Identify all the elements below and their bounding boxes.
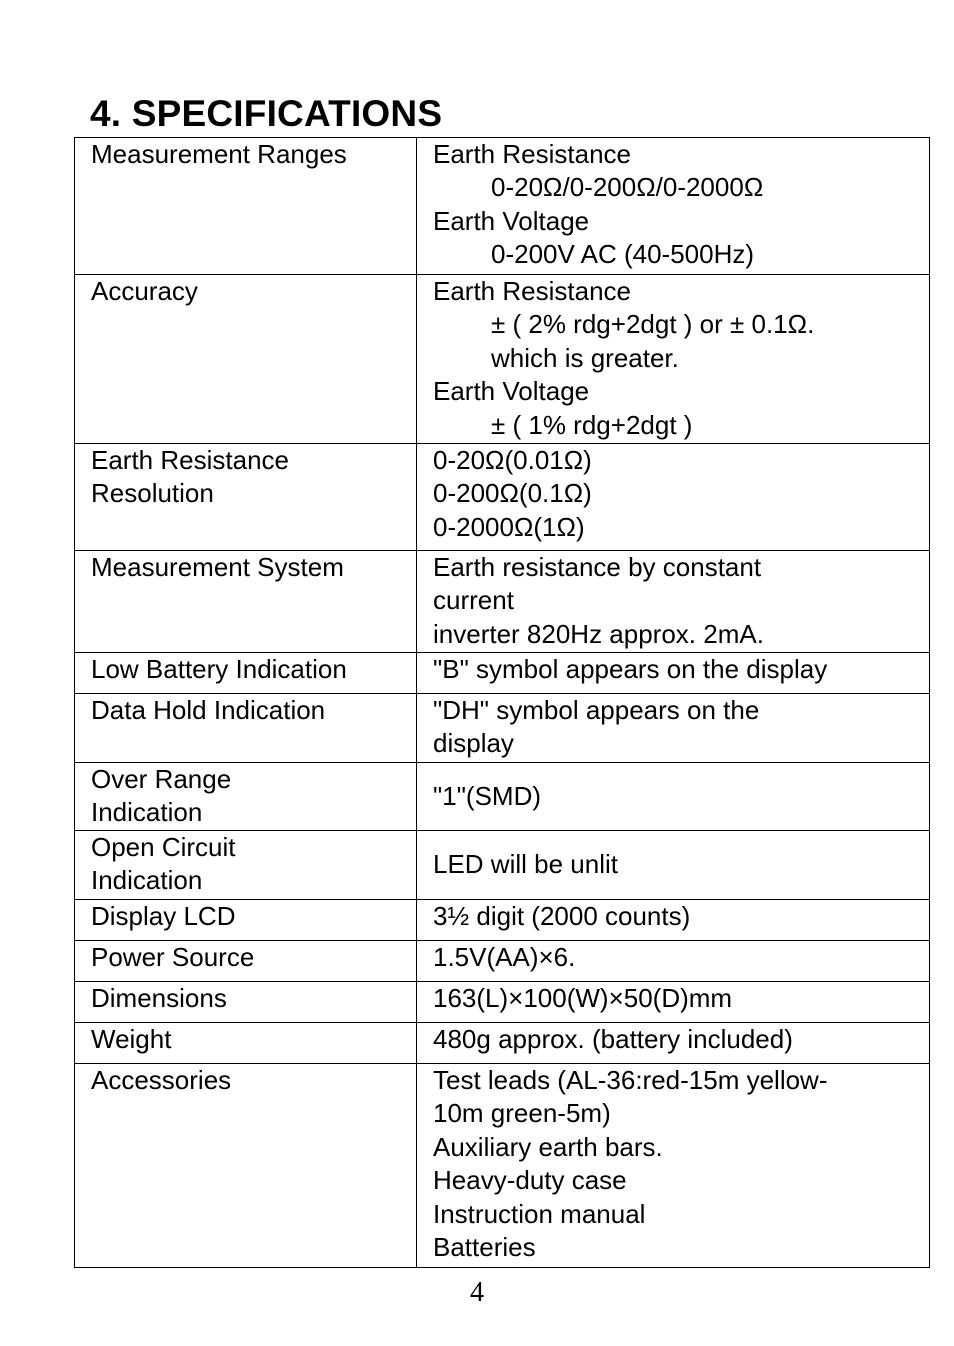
spec-label-text: Measurement Ranges [91, 139, 347, 169]
spec-value-cell [417, 941, 930, 982]
spec-row [75, 275, 930, 444]
spec-value-text: ± ( 1% rdg+2dgt ) [491, 409, 693, 440]
spec-value-cell [417, 275, 930, 444]
spec-row [75, 982, 930, 1023]
spec-value-cell [417, 982, 930, 1023]
spec-label-text: Resolution [91, 478, 214, 509]
spec-row [75, 831, 930, 900]
spec-value-cell [417, 138, 930, 275]
spec-row [75, 551, 930, 653]
spec-value-text: which is greater. [491, 342, 679, 373]
spec-label-text: Weight [91, 1024, 172, 1054]
spec-row [75, 941, 930, 982]
spec-label-text: Accuracy [91, 276, 198, 306]
spec-row [75, 1023, 930, 1064]
spec-value-cell [417, 1064, 930, 1268]
spec-label-text: Indication [91, 865, 203, 896]
specifications-table [74, 137, 930, 1268]
section-heading: 4. SPECIFICATIONS [90, 93, 443, 134]
spec-value-cell [417, 1023, 930, 1064]
spec-label-cell [75, 138, 417, 275]
spec-value-text: "B" symbol appears on the display [433, 654, 828, 684]
spec-label-text: Open Circuit [91, 832, 236, 862]
spec-value-text: 0-200Ω(0.1Ω) [433, 478, 592, 509]
spec-value-text: current [433, 585, 514, 616]
spec-value-text: 480g approx. (battery included) [433, 1024, 793, 1054]
spec-label-cell [75, 275, 417, 444]
spec-label-cell [75, 1023, 417, 1064]
spec-row [75, 1064, 930, 1268]
spec-value-cell [417, 444, 930, 551]
spec-label-cell [75, 831, 417, 900]
spec-value-text: 0-2000Ω(1Ω) [433, 511, 585, 542]
spec-value-text: Earth Resistance [433, 276, 631, 306]
spec-value-text: Earth resistance by constant [433, 552, 762, 582]
spec-value-text: 1.5V(AA)×6. [433, 942, 576, 972]
spec-value-text: Earth Voltage [433, 376, 590, 407]
spec-value-cell [417, 694, 930, 763]
spec-value-text: Earth Voltage [433, 205, 590, 236]
spec-row [75, 653, 930, 694]
spec-value-text: "1"(SMD) [433, 780, 542, 811]
spec-value-text: 163(L)×100(W)×50(D)mm [433, 983, 733, 1013]
spec-value-text: Heavy-duty case [433, 1165, 627, 1196]
spec-label-cell [75, 551, 417, 653]
spec-label-cell [75, 1064, 417, 1268]
spec-label-cell [75, 763, 417, 831]
spec-value-text: 0-20Ω(0.01Ω) [433, 445, 592, 475]
spec-value-text: LED will be unlit [433, 849, 618, 880]
spec-row [75, 444, 930, 551]
spec-label-cell [75, 653, 417, 694]
spec-label-cell [75, 982, 417, 1023]
spec-value-text: ± ( 2% rdg+2dgt ) or ± 0.1Ω. [491, 309, 815, 340]
spec-value-text: 0-200V AC (40-500Hz) [491, 239, 755, 270]
spec-value-cell [417, 831, 930, 900]
specifications-table-body [75, 138, 930, 1268]
spec-label-text: Accessories [91, 1065, 232, 1095]
spec-value-cell [417, 900, 930, 941]
spec-label-cell [75, 900, 417, 941]
spec-value-text: "DH" symbol appears on the [433, 695, 760, 725]
spec-label-cell [75, 694, 417, 763]
spec-label-text: Dimensions [91, 983, 227, 1013]
spec-label-text: Display LCD [91, 901, 236, 931]
spec-label-text: Low Battery Indication [91, 654, 347, 684]
spec-value-cell [417, 551, 930, 653]
spec-row [75, 694, 930, 763]
spec-value-cell [417, 653, 930, 694]
spec-value-text: Batteries [433, 1232, 536, 1263]
page-number: 4 [470, 1277, 484, 1308]
spec-label-text: Over Range [91, 764, 232, 794]
spec-value-text: 10m green-5m) [433, 1098, 611, 1129]
spec-value-text: Earth Resistance [433, 139, 631, 169]
spec-row [75, 763, 930, 831]
spec-value-text: 0-20Ω/0-200Ω/0-2000Ω [491, 172, 764, 203]
spec-label-text: Indication [91, 797, 203, 828]
spec-label-cell [75, 941, 417, 982]
spec-row [75, 138, 930, 275]
spec-label-text: Earth Resistance [91, 445, 289, 475]
spec-value-text: display [433, 728, 514, 759]
spec-label-text: Power Source [91, 942, 255, 972]
spec-label-text: Data Hold Indication [91, 695, 326, 725]
spec-value-text: Auxiliary earth bars. [433, 1131, 663, 1162]
spec-value-text: Instruction manual [433, 1198, 646, 1229]
spec-value-cell [417, 763, 930, 831]
spec-label-cell [75, 444, 417, 551]
spec-value-text: inverter 820Hz approx. 2mA. [433, 618, 764, 649]
spec-row [75, 900, 930, 941]
spec-value-text: Test leads (AL-36:red-15m yellow- [433, 1065, 828, 1095]
spec-label-text: Measurement System [91, 552, 344, 582]
spec-value-text: 3½ digit (2000 counts) [433, 901, 691, 931]
